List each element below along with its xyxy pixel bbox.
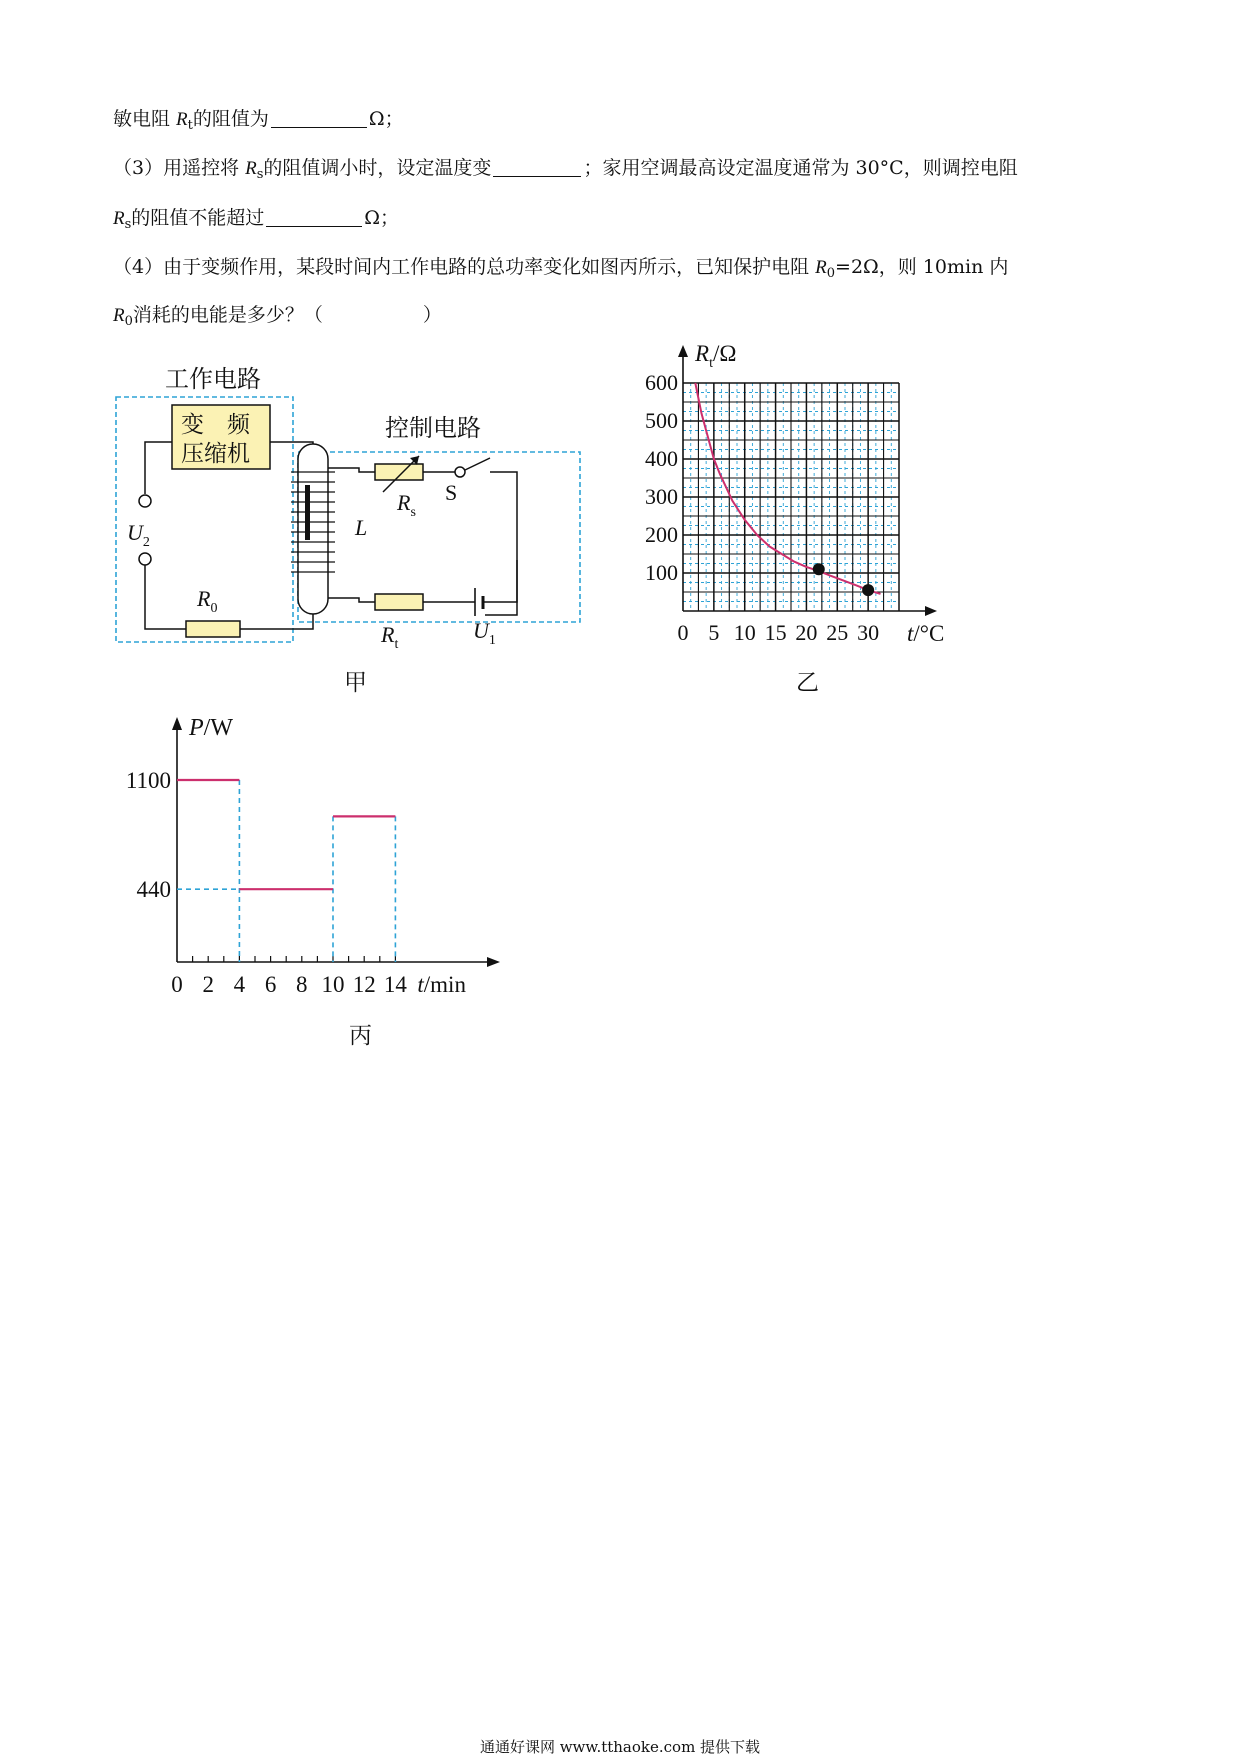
rs-label: $R_s$ — [397, 490, 416, 520]
x-tick-label: 14 — [383, 972, 407, 997]
caption-jia: 甲 — [344, 670, 367, 696]
variable-resistor-rs — [375, 464, 423, 480]
x-tick-label: 6 — [264, 972, 277, 997]
data-point — [813, 563, 825, 575]
r0-label: $R_0$ — [197, 586, 218, 616]
x-tick-label: 0 — [171, 972, 183, 997]
chart-power-vs-time — [105, 715, 535, 1015]
y-tick-label: 1100 — [125, 768, 171, 793]
y-axis-arrow — [172, 717, 182, 730]
y-tick-label: 200 — [645, 522, 678, 547]
question-3-line-2: $R_s$的阻值不能超过 Ω； — [113, 207, 400, 232]
x-tick-label: 25 — [826, 620, 849, 645]
control-circuit-label: 控制电路 — [385, 416, 481, 442]
caption-yi: 乙 — [796, 670, 819, 696]
chart-rt-vs-temperature — [620, 345, 980, 655]
y-axis-title: P/W — [189, 715, 233, 741]
question-4-line-1: （4）由于变频作用，某段时间内工作电路的总功率变化如图丙所示，已知保护电阻 $R_0=2\Omega$，则 10min 内 — [113, 256, 1009, 281]
x-tick-label: 4 — [233, 972, 246, 997]
x-tick-label: 20 — [795, 620, 818, 645]
thermistor-rt — [375, 594, 423, 610]
x-axis-arrow — [487, 957, 500, 967]
answer-blank[interactable] — [493, 156, 581, 177]
caption-bing: 丙 — [349, 1023, 372, 1049]
y-tick-label: 600 — [645, 370, 678, 395]
circuit-diagram — [105, 360, 595, 660]
x-axis-title: t/min — [417, 972, 466, 997]
switch-s — [465, 458, 490, 470]
switch-s-contact — [455, 467, 465, 477]
compressor-label-2: 压缩机 — [181, 441, 250, 466]
x-tick-label: 0 — [677, 620, 689, 645]
compressor-label-1: 变 频 — [181, 412, 250, 437]
x-tick-label: 10 — [733, 620, 756, 645]
data-point — [862, 584, 874, 596]
y-axis-title: $R_t/\Omega$ — [695, 345, 737, 371]
electromagnet-core — [298, 444, 328, 614]
y-tick-label: 440 — [136, 877, 171, 903]
resistor-r0 — [186, 621, 240, 637]
x-axis-arrow — [925, 606, 937, 616]
y-tick-label: 300 — [645, 484, 678, 509]
answer-blank[interactable] — [271, 107, 367, 128]
control-circuit-box — [298, 452, 580, 622]
page-footer: 通通好课网 www.tthaoke.com 提供下载 — [479, 1738, 761, 1756]
armature — [305, 485, 310, 540]
u2-label: $U_2$ — [127, 520, 150, 550]
switch-label: S — [445, 480, 458, 505]
x-axis-title: t/°C — [907, 621, 945, 646]
terminal-bottom — [139, 553, 151, 565]
question-2-tail: 敏电阻 $R_t$的阻值为 Ω； — [113, 108, 404, 133]
answer-blank[interactable] — [266, 206, 362, 227]
x-tick-label: 15 — [764, 620, 787, 645]
terminal-top — [139, 495, 151, 507]
rt-label: $R_t$ — [381, 622, 399, 652]
x-tick-label: 5 — [708, 620, 720, 645]
y-tick-label: 400 — [645, 446, 678, 471]
work-circuit-label: 工作电路 — [165, 367, 261, 393]
x-tick-label: 12 — [352, 972, 376, 997]
x-tick-label: 8 — [296, 972, 308, 997]
question-3-line-1: （3）用遥控将 $R_s$的阻值调小时，设定温度变 ；家用空调最高设定温度通常为 30°C，则调控电阻 — [113, 157, 1018, 182]
u1-label: $U_1$ — [473, 618, 496, 648]
y-axis-arrow — [678, 345, 688, 357]
y-tick-label: 100 — [645, 560, 678, 585]
x-tick-label: 30 — [857, 620, 880, 645]
coil-label: L — [355, 515, 368, 540]
x-tick-label: 10 — [321, 972, 345, 997]
x-tick-label: 2 — [202, 972, 214, 997]
question-4-line-2: $R_0$消耗的电能是多少？（ ） — [113, 304, 442, 329]
y-tick-label: 500 — [645, 408, 678, 433]
